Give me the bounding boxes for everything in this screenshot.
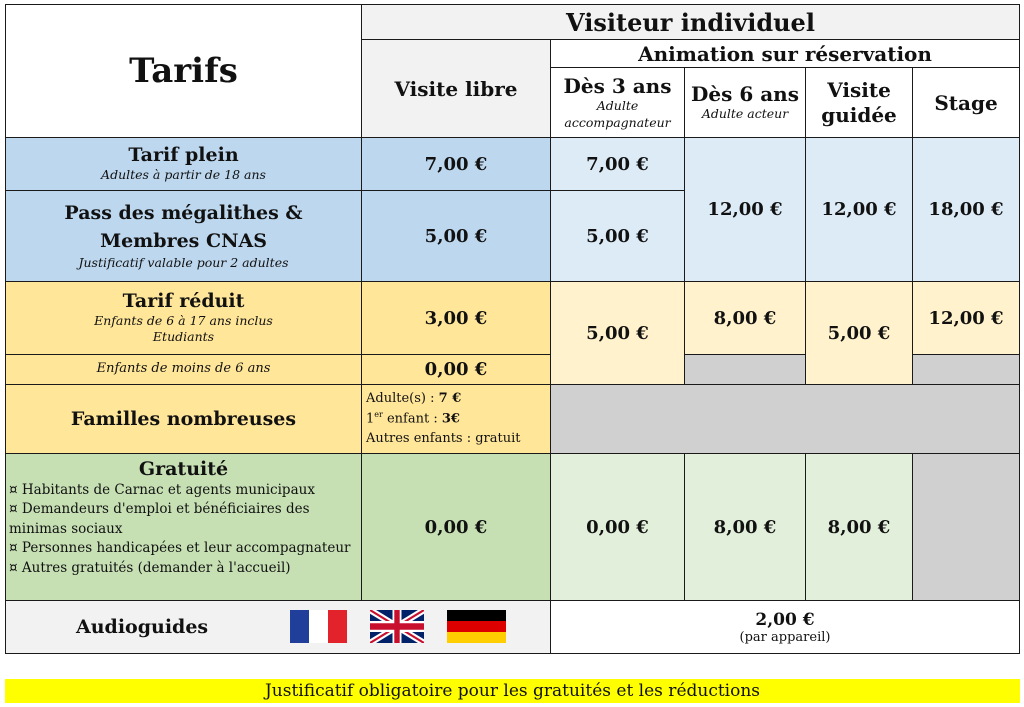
tarif-plein-sub: Adultes à partir de 18 ans bbox=[101, 167, 266, 183]
pass-libre: 5,00 € bbox=[424, 225, 488, 247]
moins6-des6-gray bbox=[684, 354, 806, 385]
tarif-plein-des3: 7,00 € bbox=[586, 153, 649, 175]
pass-sub: Justificatif valable pour 2 adultes bbox=[78, 255, 289, 271]
tarif-reduit-des6: 8,00 € bbox=[713, 308, 777, 329]
gratuite-guidee-cell bbox=[805, 453, 913, 601]
pass-des3-cell bbox=[550, 190, 685, 282]
moins6-libre-cell bbox=[361, 354, 551, 385]
animation-title: Animation sur réservation bbox=[638, 41, 932, 66]
france-flag-icon bbox=[290, 610, 347, 643]
familles-premier-enfant: 1er enfant : 3€ bbox=[366, 409, 460, 427]
tarif-plein-stage: 18,00 € bbox=[928, 199, 1004, 220]
page-title: Tarifs bbox=[129, 51, 238, 91]
tarif-reduit-sub2: Etudiants bbox=[152, 329, 215, 345]
tarif-plein-des6: 12,00 € bbox=[707, 199, 783, 220]
tarif-reduit-stage: 12,00 € bbox=[928, 308, 1004, 329]
tarif-reduit-des6-cell bbox=[684, 281, 806, 355]
moins6-stage-gray bbox=[912, 354, 1020, 385]
audioguides-price-cell bbox=[550, 600, 1020, 654]
moins6-label-cell bbox=[5, 354, 362, 385]
justificatif-text: Justificatif obligatoire pour les gratuités et les réductions bbox=[264, 681, 761, 701]
animation-header bbox=[550, 39, 1020, 68]
visite-libre-header bbox=[361, 39, 551, 138]
pass-libre-cell bbox=[361, 190, 551, 282]
tarif-reduit-guidee-cell bbox=[805, 281, 913, 385]
familles-detail-cell bbox=[361, 384, 551, 454]
gratuite-list bbox=[6, 481, 361, 579]
tarif-plein-label-cell bbox=[5, 137, 362, 191]
tarif-plein-des6-cell bbox=[684, 137, 806, 282]
tarifs-title-cell bbox=[5, 4, 362, 138]
tarif-reduit-des3-cell bbox=[550, 281, 685, 385]
familles-gray-area bbox=[550, 384, 1020, 454]
visiteur-header bbox=[361, 4, 1020, 40]
germany-flag-icon bbox=[447, 610, 506, 643]
tarif-plein-guidee: 12,00 € bbox=[821, 199, 897, 220]
des6-header bbox=[684, 67, 806, 138]
des6-subtitle: Adulte acteur bbox=[701, 106, 789, 122]
familles-label: Familles nombreuses bbox=[70, 407, 297, 430]
stage-title: Stage bbox=[934, 90, 998, 115]
gratuite-libre-cell bbox=[361, 453, 551, 601]
familles-adultes: Adulte(s) : 7 € bbox=[366, 390, 462, 406]
gratuite-des3: 0,00 € bbox=[586, 516, 649, 538]
familles-label-cell bbox=[5, 384, 362, 454]
tarif-plein-stage-cell bbox=[912, 137, 1020, 282]
guidee-header bbox=[805, 67, 913, 138]
tarif-reduit-sub1: Enfants de 6 à 17 ans inclus bbox=[94, 313, 273, 329]
justificatif-banner bbox=[5, 679, 1020, 703]
tarif-reduit-libre: 3,00 € bbox=[424, 307, 488, 329]
tarif-reduit-label: Tarif réduit bbox=[122, 290, 245, 313]
des3-subtitle: Adulte accompagnateur bbox=[564, 98, 671, 130]
tarif-reduit-des3: 5,00 € bbox=[586, 322, 649, 344]
gratuite-item: ¤ Habitants de Carnac et agents municipaux bbox=[9, 481, 315, 498]
gratuite-guidee: 8,00 € bbox=[827, 516, 891, 538]
gratuite-label: Gratuité bbox=[138, 458, 229, 480]
tarif-plein-guidee-cell bbox=[805, 137, 913, 282]
tarif-plein-des3-cell bbox=[550, 137, 685, 191]
gratuite-des3-cell bbox=[550, 453, 685, 601]
gratuite-item: ¤ Personnes handicapées et leur accompagnateur bbox=[9, 540, 351, 557]
stage-header bbox=[912, 67, 1020, 138]
audioguides-label: Audioguides bbox=[76, 615, 209, 638]
tarif-reduit-guidee: 5,00 € bbox=[827, 322, 891, 344]
tarif-reduit-stage-cell bbox=[912, 281, 1020, 355]
uk-flag-icon bbox=[370, 610, 424, 643]
des3-title: Dès 3 ans bbox=[563, 74, 672, 99]
pass-des3: 5,00 € bbox=[586, 225, 649, 247]
tarif-reduit-label-cell bbox=[5, 281, 362, 355]
gratuite-item: ¤ Autres gratuités (demander à l'accueil) bbox=[9, 560, 291, 577]
des3-header bbox=[550, 67, 685, 138]
guidee-title: Visite guidée bbox=[821, 77, 897, 127]
pass-label-cell bbox=[5, 190, 362, 282]
gratuite-label-cell bbox=[5, 453, 362, 601]
tarif-reduit-libre-cell bbox=[361, 281, 551, 355]
tarif-plein-libre-cell bbox=[361, 137, 551, 191]
moins6-libre: 0,00 € bbox=[424, 359, 488, 380]
tarif-plein-label: Tarif plein bbox=[128, 144, 239, 167]
gratuite-des6-cell bbox=[684, 453, 806, 601]
audioguides-price: 2,00 € bbox=[755, 609, 815, 630]
tarif-plein-libre: 7,00 € bbox=[424, 153, 488, 175]
gratuite-des6: 8,00 € bbox=[713, 516, 777, 538]
des6-title: Dès 6 ans bbox=[691, 82, 799, 107]
familles-autres-enfants: Autres enfants : gratuit bbox=[366, 431, 521, 447]
moins6-label: Enfants de moins de 6 ans bbox=[96, 361, 271, 377]
gratuite-item: ¤ Demandeurs d'emploi et bénéficiaires des minimas sociaux bbox=[9, 501, 310, 537]
visiteur-title: Visiteur individuel bbox=[566, 7, 815, 37]
audioguides-unit: (par appareil) bbox=[739, 629, 831, 645]
gratuite-stage-gray bbox=[912, 453, 1020, 601]
pass-label: Pass des mégalithes & Membres CNAS bbox=[64, 202, 303, 252]
visite-libre-title: Visite libre bbox=[394, 76, 518, 101]
gratuite-libre: 0,00 € bbox=[424, 516, 488, 538]
